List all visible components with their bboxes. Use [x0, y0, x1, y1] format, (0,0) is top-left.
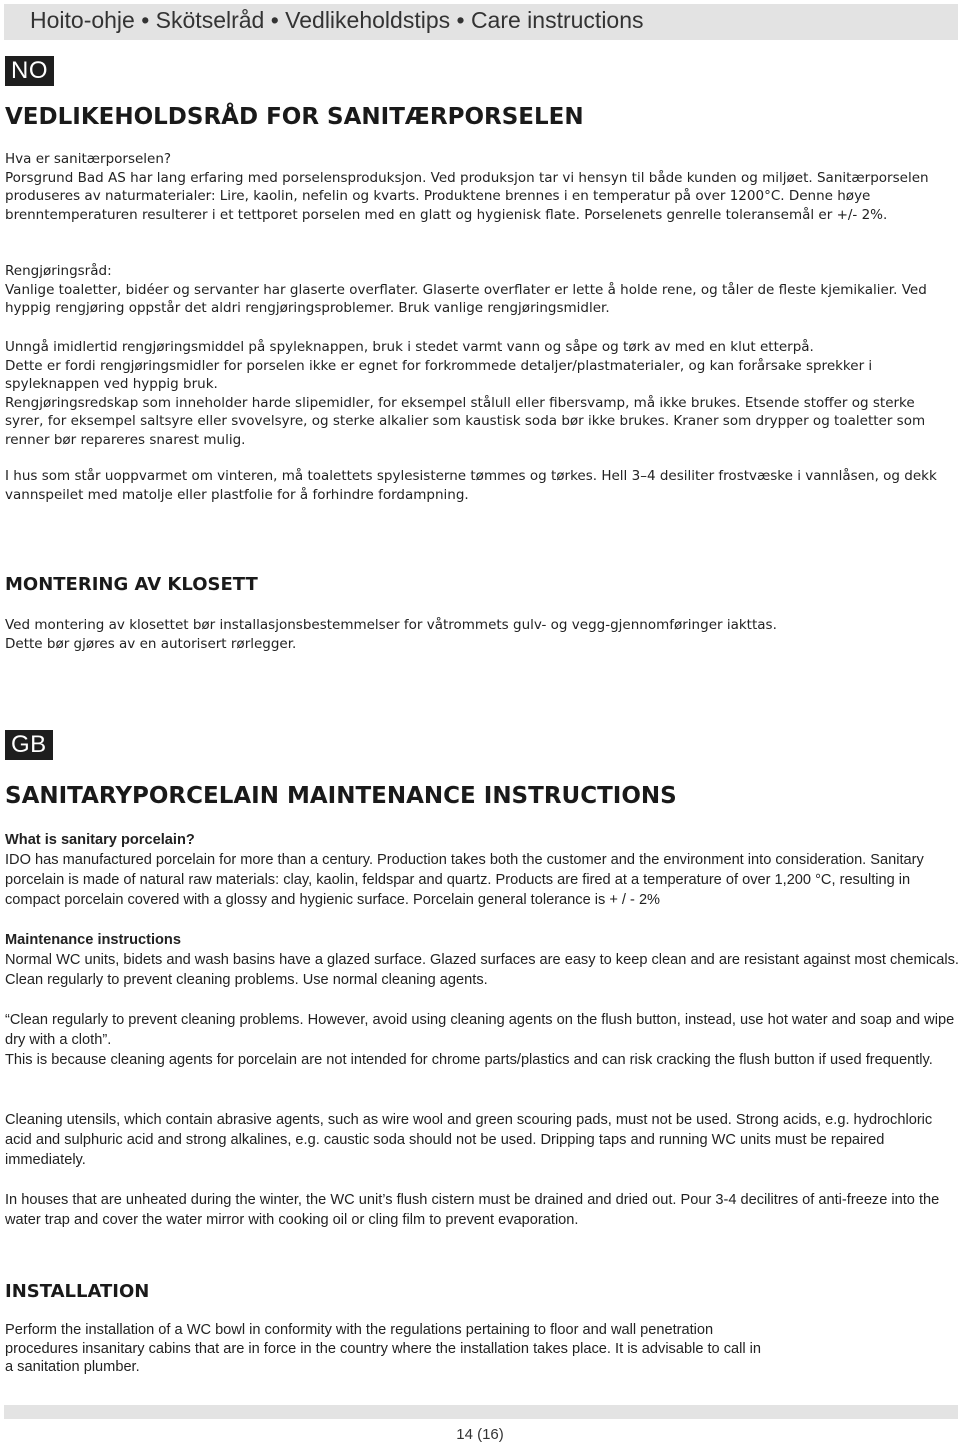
no-avoid-paragraph: Unngå imidlertid rengjøringsmiddel på spyleknappen, bruk i stedet varmt vann og såpe og tørk av med en klut etterpå. [5, 339, 814, 355]
gb-maint-question: Maintenance instructions [5, 932, 181, 948]
page-header-title: Hoito-ohje • Skötselråd • Vedlikeholdstips • Care instructions [30, 7, 644, 33]
gb-what-question: What is sanitary porcelain? [5, 832, 195, 848]
gb-what-text: IDO has manufactured porcelain for more than a century. Production takes both the customer and the environment into consideration. Sanitary porcelain is made of natural raw materials: clay, kaolin, feldspar and quartz. Products are fired at a temperature of over 1,200 °C, resulting in compact porcelain covered with a glossy and hygienic surface. Porcelain general tolerance is + / - 2% [5, 852, 924, 908]
gb-what-block [5, 830, 960, 910]
gb-winter-paragraph: In houses that are unheated during the winter, the WC unit’s flush cistern must be drained and dried out. Pour 3-4 decilitres of anti-freeze into the water trap and cover the water mirror with cooking oil or cling film to prevent evaporation. [5, 1192, 940, 1228]
gb-install-title: INSTALLATION [5, 1281, 150, 1302]
gb-winter-block [5, 1190, 960, 1230]
no-intro-block [5, 150, 957, 224]
no-instructions-block [5, 338, 957, 449]
gb-instructions-block [5, 1010, 960, 1070]
no-intro-text: Porsgrund Bad AS har lang erfaring med porselensproduksjon. Ved produksjon tar vi hensyn til både kunden og miljøet. Sanitærporselen produseres av naturmaterialer: Lire, kaolin, nefelin og kvarts. Produktene brennes i en temperatur på over 1200°C. Denne høye brenntemperaturen resulterer i et tettporet porselen med en glatt og hygienisk flate. Porselenets genrelle toleransemål er +/- 2%. [5, 169, 929, 223]
gb-tools-paragraph: Cleaning utensils, which contain abrasive agents, such as wire wool and green scouring pads, must not be used. Strong acids, e.g. hydrochloric acid and sulphuric acid and strong alkalines, e.g. caustic soda should not be used. Dripping taps and running WC units must be repaired immediately. [5, 1112, 933, 1168]
gb-maint-block [5, 930, 960, 990]
no-mount-block [5, 616, 795, 653]
no-tools-paragraph: Rengjøringsredskap som inneholder harde slipemidler, for eksempel stålull eller fibersvamp, må ikke brukes. Etsende stoffer og sterke syrer, for eksempel saltsyre eller svovelsyre, og sterke alkalier som kaustisk soda bør ikke brukes. Kraner som drypper og toaletter som renner bør repareres snarest mulig. [5, 394, 926, 448]
lang-tag-gb: GB [5, 730, 53, 760]
gb-maint-text: Normal WC units, bidets and wash basins have a glazed surface. Glazed surfaces are easy to keep clean and are resistant against most chemicals. Clean regularly to prevent cleaning problems. Use normal cleaning agents. [5, 952, 959, 988]
section-title-no: VEDLIKEHOLDSRÅD FOR SANITÆRPORSELEN [5, 104, 584, 130]
no-cleaning-block [5, 262, 957, 318]
no-winter-block [5, 467, 957, 504]
page-number: 14 (16) [456, 1426, 504, 1443]
gb-install-text: Perform the installation of a WC bowl in conformity with the regulations pertaining to floor and wall penetration procedures insanitary cabins that are in force in the country where the installation takes place. It is advisable to call in a sanitation plumber. [5, 1322, 762, 1375]
gb-install-block [5, 1321, 765, 1377]
lang-tag-no: NO [5, 56, 54, 86]
gb-quote-paragraph: “Clean regularly to prevent cleaning problems. However, avoid using cleaning agents on the flush button, instead, use hot water and soap and wipe dry with a cloth”. [5, 1012, 955, 1048]
section-title-gb: SANITARYPORCELAIN MAINTENANCE INSTRUCTIONS [5, 783, 677, 809]
no-because-paragraph: Dette er fordi rengjøringsmidler for porselen ikke er egnet for forkrommede detaljer/plastmaterialer, og kan forårsake sprekker i spyleknappen ved hyppig bruk. [5, 357, 873, 392]
no-intro-question: Hva er sanitærporselen? [5, 151, 172, 167]
no-cleaning-text: Vanlige toaletter, bidéer og servanter har glaserte overflater. Glaserte overflater er lette å holde rene, og tåler de fleste kjemikalier. Ved hyppig rengjøring oppstår det aldri rengjøringsproblemer. Bruk vanlige rengjøringsmidler. [5, 281, 927, 316]
no-cleaning-question: Rengjøringsråd: [5, 263, 112, 279]
gb-tools-block [5, 1110, 960, 1170]
no-winter-paragraph: I hus som står uoppvarmet om vinteren, må toalettets spylesisterne tømmes og tørkes. Hell 3–4 desiliter frostvæske i vannlåsen, og dekk vannspeilet med matolje eller plastfolie for å forhindre fordampning. [5, 468, 937, 503]
footer-bar [4, 1405, 958, 1419]
gb-because-paragraph: This is because cleaning agents for porcelain are not intended for chrome parts/plastics and can risk cracking the flush button if used frequently. [5, 1052, 933, 1068]
no-mount-text: Ved montering av klosettet bør installasjonsbestemmelser for våtrommets gulv- og vegg-gjennomføringer iakttas. Dette bør gjøres av en autorisert rørlegger. [5, 617, 777, 652]
no-mount-title: MONTERING AV KLOSETT [5, 574, 258, 595]
